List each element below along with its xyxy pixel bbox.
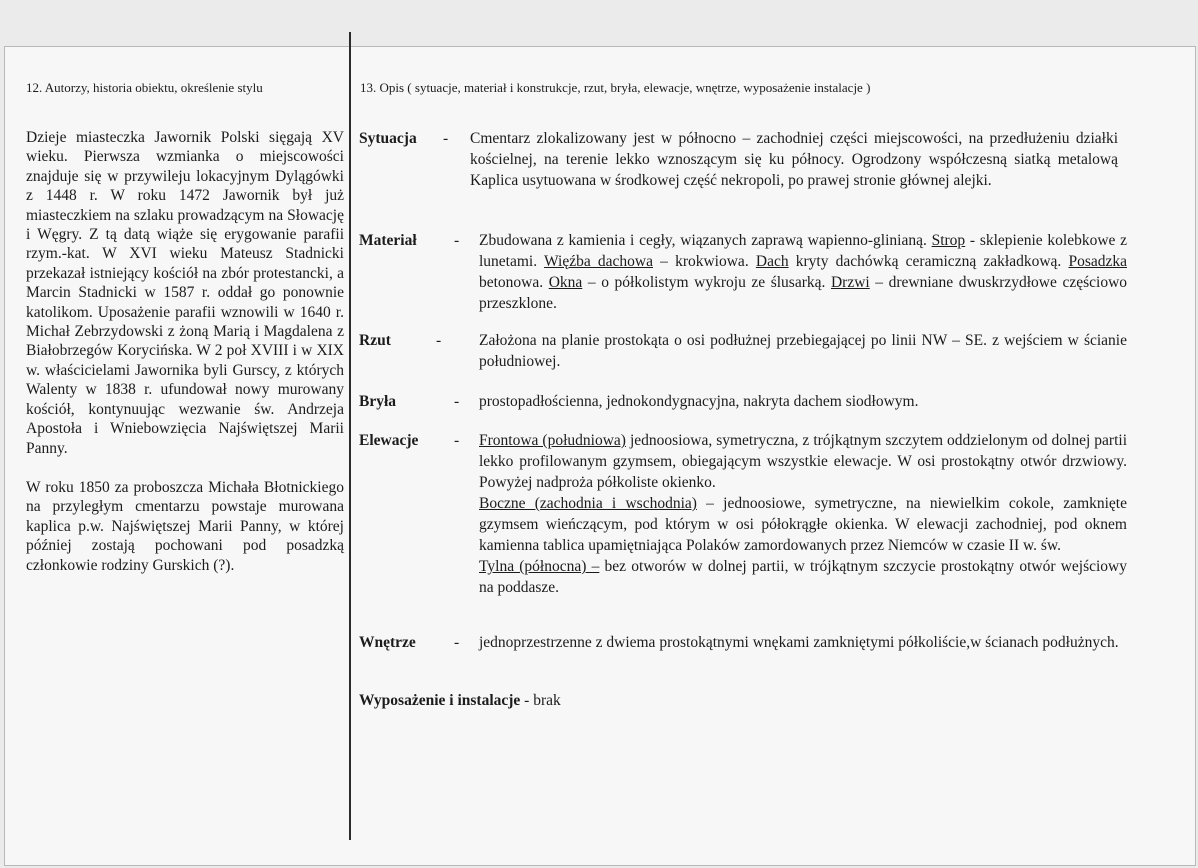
material-text-5: betonowa. <box>479 274 549 291</box>
section-12-header: 12. Autorzy, historia obiektu, określenie stylu <box>26 80 263 95</box>
bryla-label: Bryła <box>359 393 397 410</box>
material-text-2: - sklepienie kolebkowe z lunetami. <box>479 232 1128 270</box>
material-label: Materiał <box>359 232 417 249</box>
wnetrze-text: jednoprzestrzenne z dwiema prostokątnymi wnękami zamkniętymi półkoliście,w ścianach podłużnych. <box>479 634 1119 651</box>
material-text-3: – krokwiowa. <box>652 253 756 270</box>
elewacje-tylna <box>479 556 1127 598</box>
bryla-text: prostopadłościenna, jednokondygnacyjna, nakryta dachem siodłowym. <box>479 393 919 410</box>
material-text-7: – drewniane dwuskrzydłowe częściowo przeszklone. <box>479 274 1128 312</box>
elewacje-front-text: jednoosiowa, symetryczna, z trójkątnym szczytem oddzielonym od dolnej partii lekko profilowanym gzymsem, obiegającym wszystkie elewacje. W osi prostokątny otwór drzwiowy. Powyżej nadproża półkoliste okienko. <box>479 432 1127 491</box>
material-text-4: kryty dachówką ceramiczną zakładkową. <box>788 253 1069 270</box>
elewacje-front <box>479 430 1127 493</box>
elewacje-boczne <box>479 493 1127 556</box>
history-paragraph-1: Dzieje miasteczka Jawornik Polski sięgają XV wieku. Pierwsza wzmianka o miejscowości znajduje się w przywileju lokacyjnym Dylągówki z 1448 r. W roku 1472 Jawornik był już miasteczkiem na szlaku prowadzącym na Słowację i Węgry. Z tą datą wiąże się erygowanie parafii rzym.-kat. W XVI wieku Mateusz Stadnicki przekazał istniejący kościół na zbór protestancki, a Marcin Stadnicki w 1587 r. oddał go ponownie katolikom. Uposażenie parafii wznowili w 1640 r. Michał Zebrzydowski z żoną Marią i Magdalena z Białobrzegów Korycińska. W 2 poł XVIII i w XIX w. właścicielami Jawornika byli Gurscy, z których Walenty w 1838 r. ufundował nowy murowany kościół, kontynuując wezwanie św. Andrzeja Apostoła i Wniebowzięcia Najświętszej Marii Panny. <box>26 129 344 457</box>
material-text <box>479 230 1127 314</box>
column-divider <box>349 32 351 840</box>
wnetrze-dash: - <box>454 634 460 651</box>
material-text-1: Zbudowana z kamienia i cegły, wiązanych zaprawą wapienno-glinianą. <box>479 232 932 249</box>
material-okna: Okna <box>548 274 583 291</box>
wyposazenie-text: - brak <box>520 692 561 709</box>
material-wiezba: Więźba dachowa <box>544 253 653 270</box>
elewacje-label: Elewacje <box>359 432 419 449</box>
material-dach: Dach <box>755 253 789 270</box>
rzut-text: Założona na planie prostokąta o osi podłużnej przebiegającej po linii NW – SE. z wejściem w ścianie południowej. <box>479 332 1127 370</box>
history-paragraph-2: W roku 1850 za proboszcza Michała Błotnickiego na przyległym cmentarzu powstaje murowana kaplica p.w. Najświętszej Marii Panny, w której później zostają pochowani pod posadzką członkowie rodziny Gurskich (?). <box>26 478 344 574</box>
elewacje-tylna-text: bez otworów w dolnej partii, w trójkątnym szczycie prostokątny otwór wejściowy na poddasze. <box>479 558 1127 596</box>
wyposazenie-label: Wyposażenie i instalacje <box>359 692 521 709</box>
material-strop: Strop <box>931 232 966 249</box>
section-13-header: 13. Opis ( sytuacje, materiał i konstrukcje, rzut, bryła, elewacje, wnętrze, wyposażenie instalacje ) <box>360 80 871 95</box>
sytuacja-label: Sytuacja <box>359 130 417 147</box>
elewacje-boczne-label: Boczne (zachodnia i wschodnia) <box>479 495 697 512</box>
material-text-6: – o półkolistym wykroju ze ślusarką. <box>582 274 831 291</box>
elewacje-front-label: Frontowa (południowa) <box>479 432 626 449</box>
history-column <box>26 128 344 575</box>
section-wyposazenie <box>359 690 561 711</box>
bryla-dash: - <box>454 393 460 410</box>
sytuacja-dash: - <box>443 130 449 147</box>
sytuacja-text: Cmentarz zlokalizowany jest w północno – zachodniej części miejscowości, na przedłużeniu działki kościelnej, na terenie lekko wznoszącym się ku północy. Ogrodzony współczesną siatką metalową Kaplica usytuowana w środkowej część nekropoli, po prawej stronie głównej alejki. <box>470 130 1118 189</box>
elewacje-text <box>479 430 1127 598</box>
elewacje-tylna-label: Tylna (północna) – <box>479 558 600 575</box>
material-posadzka: Posadzka <box>1068 253 1127 270</box>
rzut-dash: - <box>436 332 442 349</box>
wnetrze-label: Wnętrze <box>359 634 416 651</box>
rzut-label: Rzut <box>359 332 391 349</box>
elewacje-boczne-text: – jednoosiowe, symetryczne, na niewielkim cokole, zamknięte gzymsem wieńczącym, pod którym w osi półokrągłe okienka. W elewacji zachodniej, pod oknem kamienna tablica upamiętniająca Polaków zamordowanych przez Niemców w czasie II w. św. <box>479 495 1127 554</box>
material-dash: - <box>454 232 460 249</box>
material-drzwi: Drzwi <box>830 274 870 291</box>
elewacje-dash: - <box>454 432 460 449</box>
